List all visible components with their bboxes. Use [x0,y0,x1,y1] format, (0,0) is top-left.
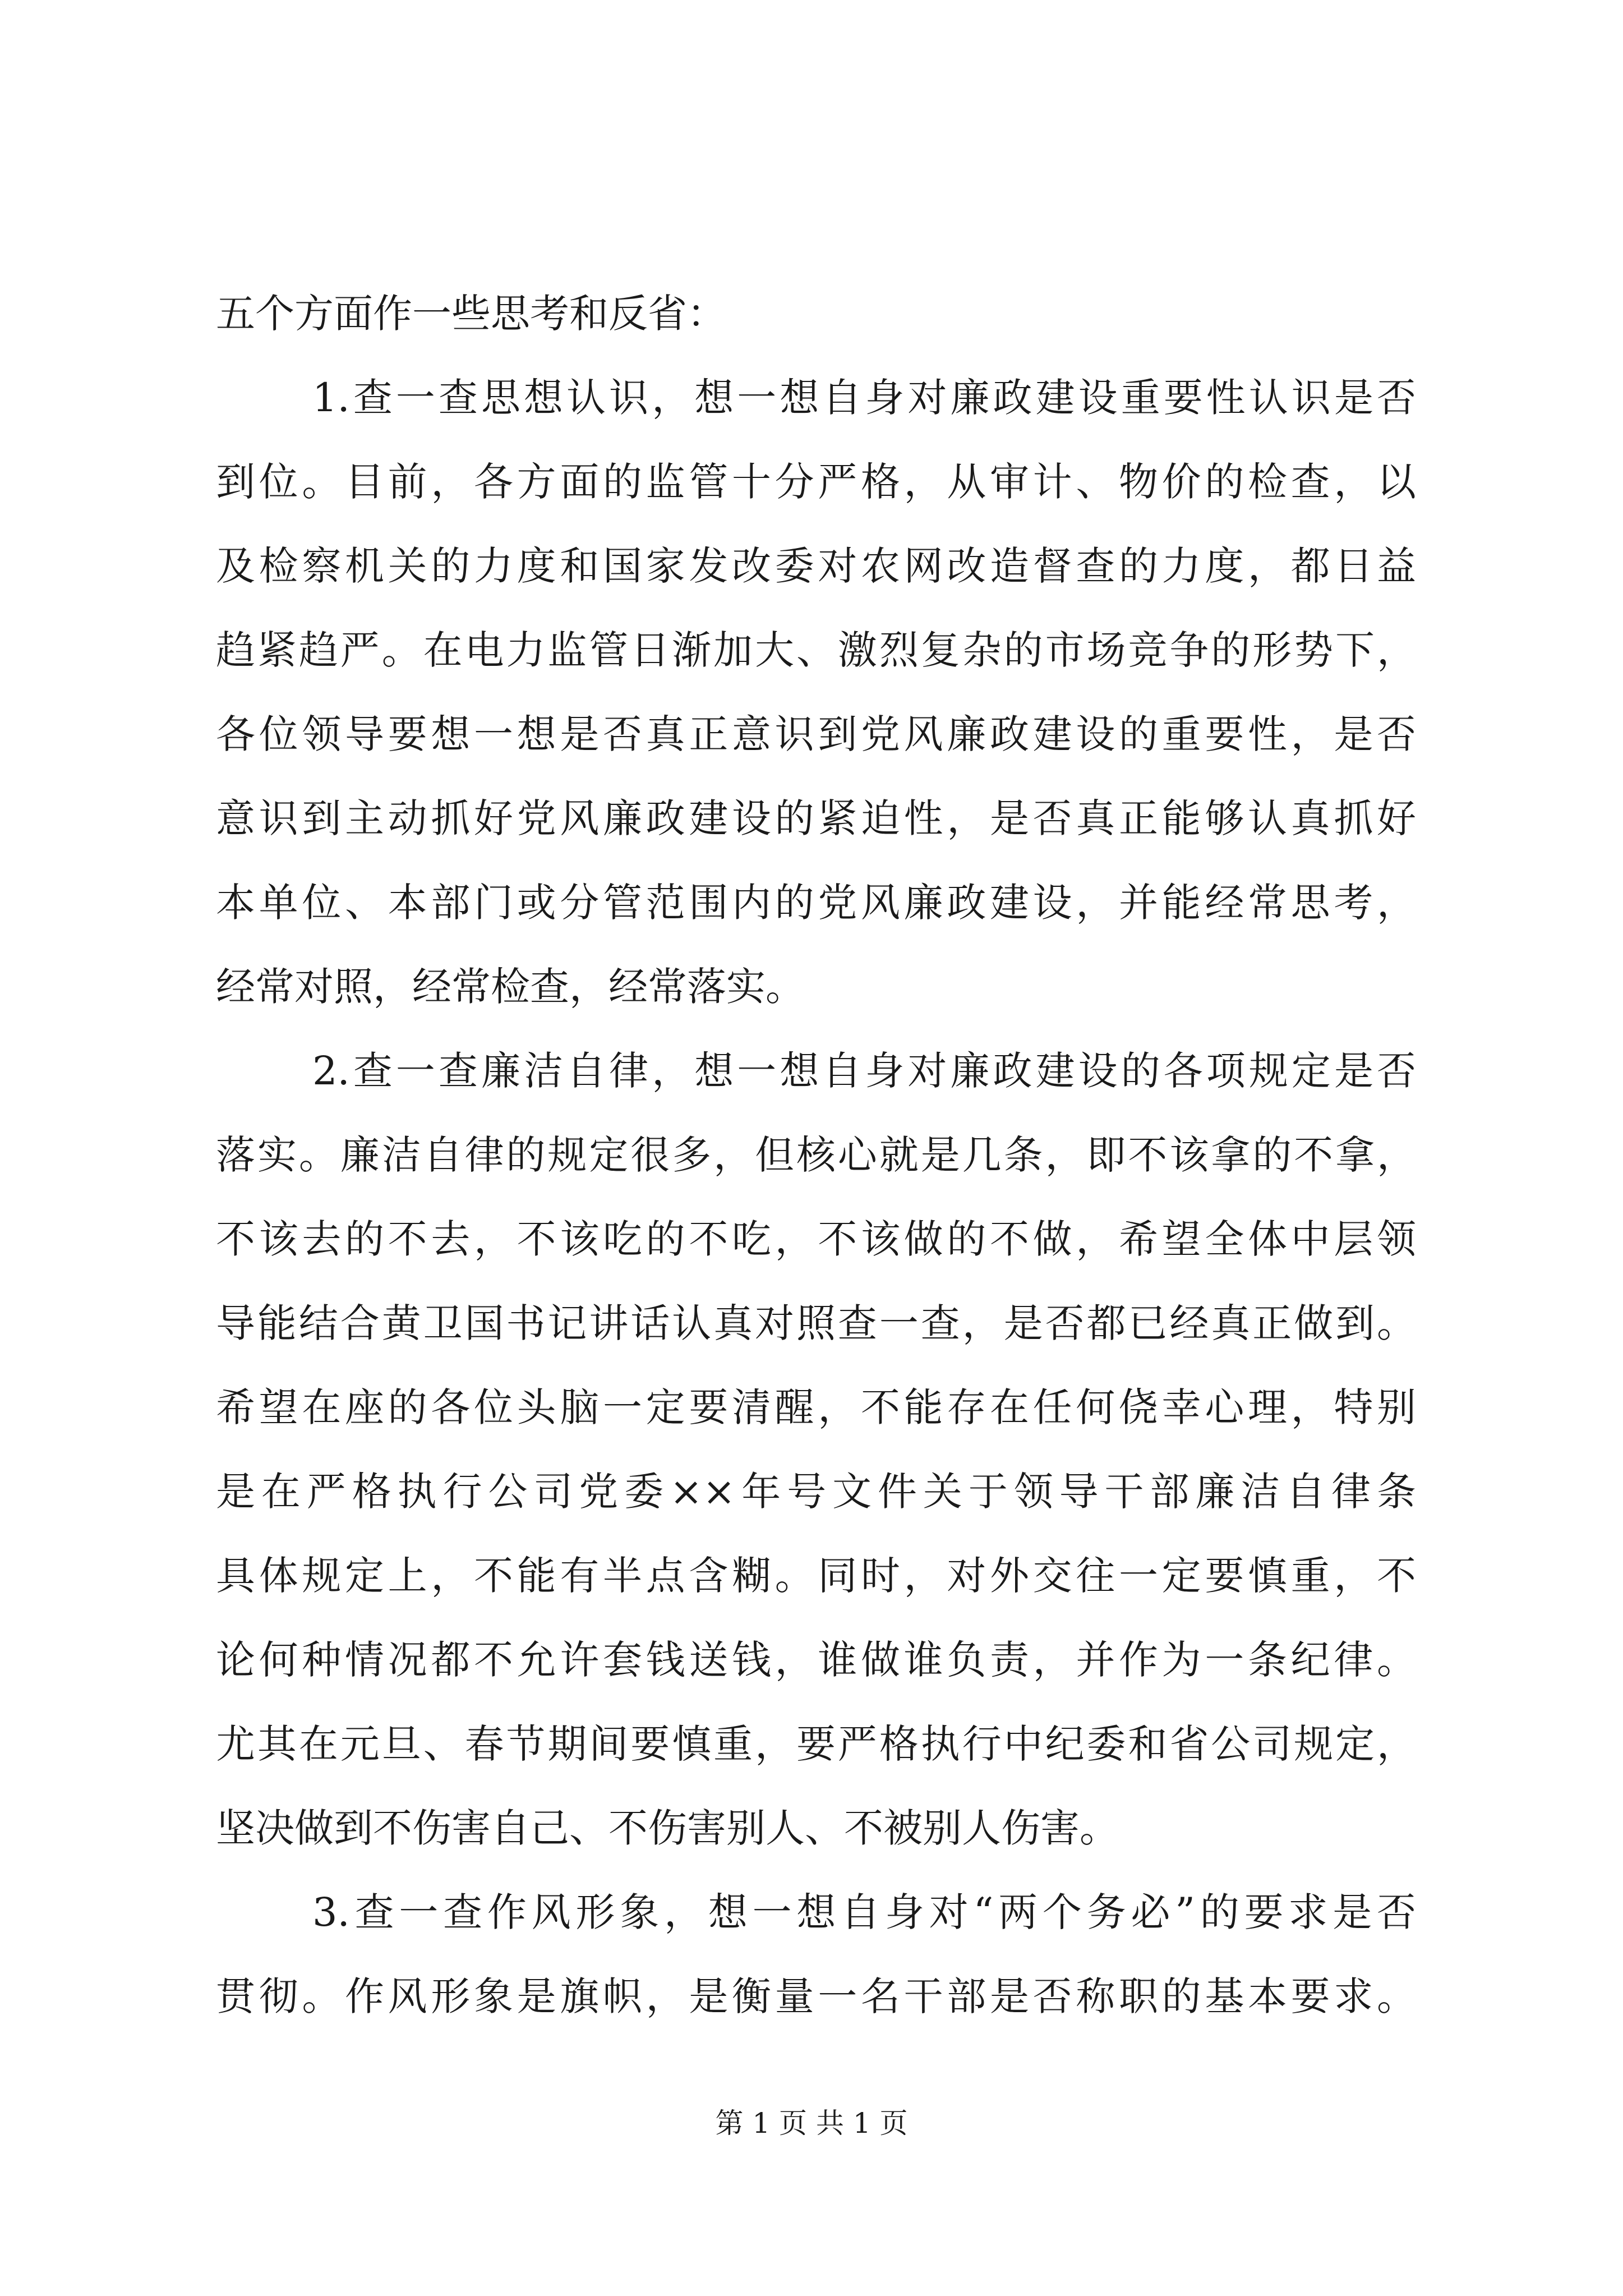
text-line: 希望在座的各位头脑一定要清醒，不能存在任何侥幸心理，特别 [216,1384,1416,1430]
text-line: 1.查一查思想认识，想一想自身对廉政建设重要性认识是否 [312,375,1416,421]
text-line: 意识到主动抓好党风廉政建设的紧迫性，是否真正能够认真抓好 [216,795,1416,841]
text-line: 落实。廉洁自律的规定很多，但核心就是几条，即不该拿的不拿， [216,1132,1416,1178]
text-line: 尤其在元旦、春节期间要慎重，要严格执行中纪委和省公司规定， [216,1721,1416,1767]
text-line: 2.查一查廉洁自律，想一想自身对廉政建设的各项规定是否 [312,1048,1416,1094]
text-line: 各位领导要想一想是否真正意识到党风廉政建设的重要性，是否 [216,711,1416,757]
text-line: 不该去的不去，不该吃的不吃，不该做的不做，希望全体中层领 [216,1216,1416,1262]
text-line: 3.查一查作风形象，想一想自身对“两个务必”的要求是否 [312,1889,1416,1935]
text-line: 导能结合黄卫国书记讲话认真对照查一查，是否都已经真正做到。 [216,1300,1416,1346]
page-number-footer: 第 1 页 共 1 页 [715,2107,908,2139]
text-line: 及检察机关的力度和国家发改委对农网改造督查的力度，都日益 [216,543,1416,589]
text-line: 论何种情况都不允许套钱送钱，谁做谁负责，并作为一条纪律。 [216,1637,1416,1683]
text-line: 趋紧趋严。在电力监管日渐加大、激烈复杂的市场竞争的形势下， [216,627,1416,673]
document-body [216,272,1416,2039]
text-line: 贯彻。作风形象是旗帜，是衡量一名干部是否称职的基本要求。 [216,1973,1416,2019]
text-line: 经常对照，经常检查，经常落实。 [216,964,805,1010]
text-line: 到位。目前，各方面的监管十分严格，从审计、物价的检查，以 [216,459,1416,505]
text-line: 五个方面作一些思考和反省： [216,291,726,337]
text-line: 具体规定上，不能有半点含糊。同时，对外交往一定要慎重，不 [216,1553,1416,1599]
text-line: 坚决做到不伤害自己、不伤害别人、不被别人伤害。 [216,1805,1119,1851]
text-line: 本单位、本部门或分管范围内的党风廉政建设，并能经常思考， [216,880,1416,926]
text-line: 是在严格执行公司党委××年号文件关于领导干部廉洁自律条 [216,1469,1416,1515]
